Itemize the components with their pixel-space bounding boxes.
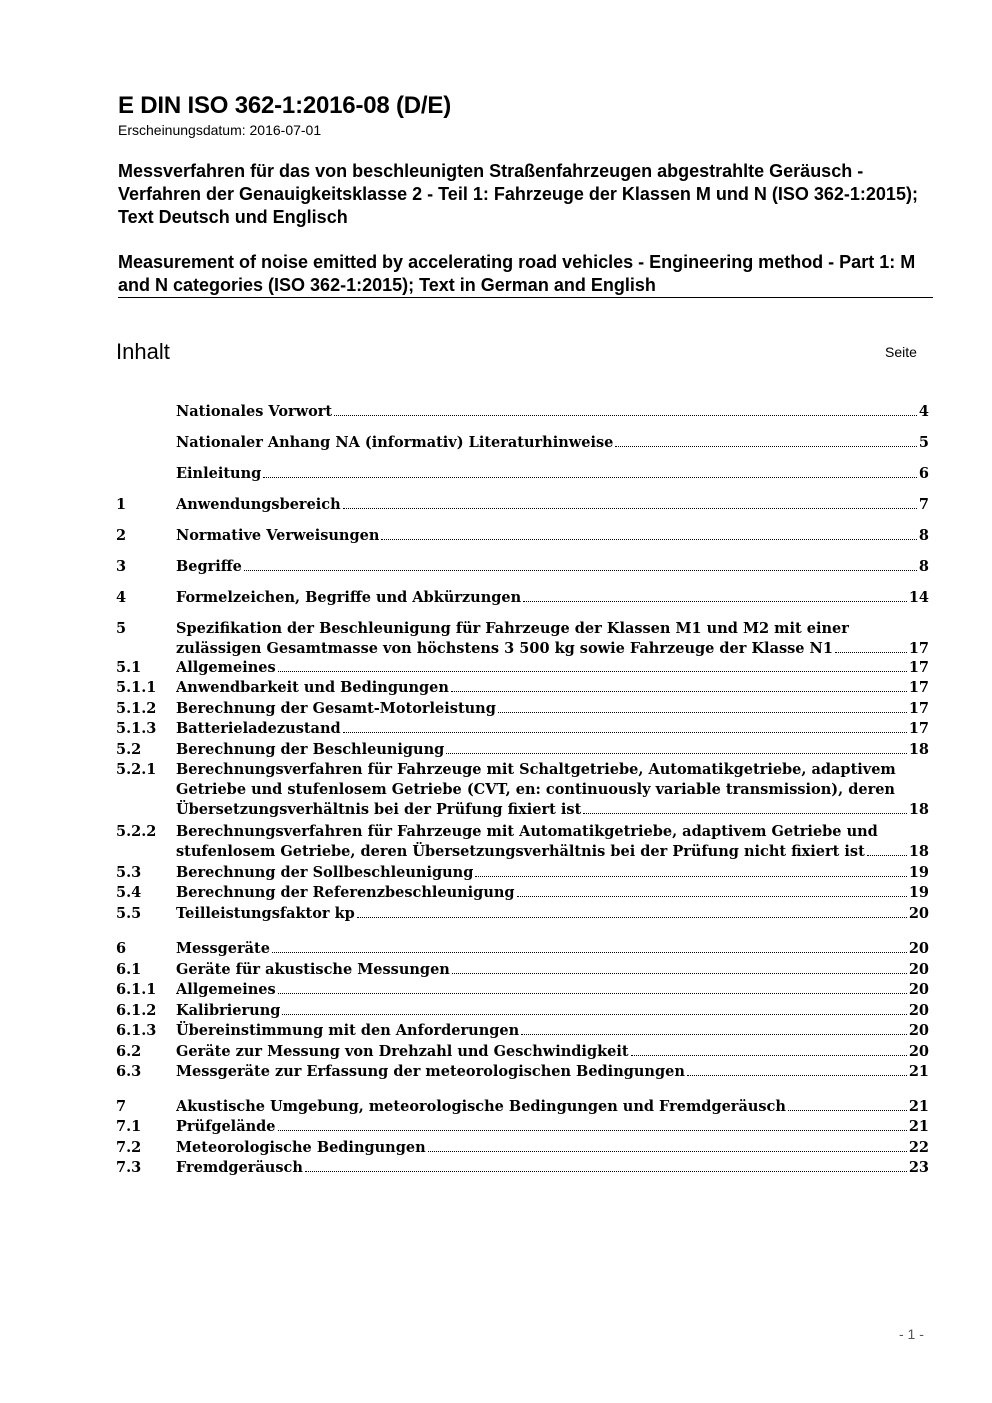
toc-entry-body (176, 1042, 929, 1062)
toc-heading: Inhalt (116, 339, 170, 364)
toc-entry[interactable] (116, 557, 929, 577)
toc-entry-page: 20 (908, 940, 929, 957)
toc-leader-dots (272, 952, 907, 953)
toc-entry[interactable] (116, 863, 929, 883)
toc-entry-page: 20 (908, 1022, 929, 1039)
toc-entry-page: 21 (908, 1098, 929, 1115)
toc-entry-body (176, 863, 929, 883)
toc-leader-dots (498, 712, 907, 713)
toc-entry-number: 6.1 (116, 961, 142, 978)
toc-leader-dots (282, 1014, 906, 1015)
toc-entry-page: 20 (908, 961, 929, 978)
toc-leader-dots (788, 1110, 907, 1111)
toc-entry-number: 3 (116, 558, 127, 575)
toc-entry[interactable] (116, 1062, 929, 1082)
toc-leader-dots (343, 508, 917, 509)
toc-entry[interactable] (116, 526, 929, 546)
toc-entry-body (176, 1021, 929, 1041)
toc-entry-body (176, 1001, 929, 1021)
toc-entry[interactable] (116, 1001, 929, 1021)
toc-entry-body (176, 557, 929, 577)
toc-entry-body (176, 699, 929, 719)
toc-entry-body (176, 822, 929, 862)
toc-entry[interactable] (116, 760, 929, 820)
toc-entry-page: 17 (908, 720, 929, 737)
toc-entry-text: Teilleistungsfaktor kp (176, 905, 355, 922)
toc-entry[interactable] (116, 980, 929, 1000)
toc-entry-page: 8 (918, 527, 929, 544)
toc-entry-text: Berechnung der Beschleunigung (176, 741, 445, 758)
toc-leader-dots (583, 813, 907, 814)
toc-entry-body (176, 1138, 929, 1158)
page-number: - 1 - (899, 1326, 924, 1342)
toc-leader-dots (521, 1034, 907, 1035)
toc-entry-body (176, 658, 929, 678)
toc-entry-text: Prüfgelände (176, 1118, 276, 1135)
toc-entry-body (176, 980, 929, 1000)
toc-leader-dots (687, 1075, 907, 1076)
toc-entry-page: 17 (908, 640, 929, 657)
toc-leader-dots (631, 1055, 907, 1056)
toc-entry-page: 17 (908, 700, 929, 717)
toc-entry-text: Meteorologische Bedingungen (176, 1139, 426, 1156)
toc-entry-body (176, 760, 929, 820)
toc-entry[interactable] (116, 1097, 929, 1117)
toc-entry-number: 5.2 (116, 741, 142, 758)
toc-entry-number: 5.5 (116, 905, 142, 922)
toc-leader-dots (244, 570, 917, 571)
toc-entry-number: 7.1 (116, 1118, 142, 1135)
toc-entry-number: 6.1.1 (116, 981, 157, 998)
toc-entry-text: Geräte für akustische Messungen (176, 961, 450, 978)
toc-entry-number: 2 (116, 527, 127, 544)
toc-leader-dots (475, 876, 906, 877)
toc-entry-page: 21 (908, 1118, 929, 1135)
toc-entry-number: 5.1 (116, 659, 142, 676)
toc-entry-text: Berechnung der Referenzbeschleunigung (176, 884, 515, 901)
toc-entry-body (176, 678, 929, 698)
toc-entry-page: 4 (918, 403, 929, 420)
toc-entry-page: 5 (918, 434, 929, 451)
toc-entry-page: 19 (908, 884, 929, 901)
toc-entry-last-line (176, 842, 929, 862)
toc-entry-number: 6.2 (116, 1043, 142, 1060)
toc-entry-page: 20 (908, 1002, 929, 1019)
toc-leader-dots (446, 753, 907, 754)
toc-entry-text: Übereinstimmung mit den Anforderungen (176, 1022, 520, 1039)
toc-entry[interactable] (116, 433, 929, 453)
toc-entry-body (176, 526, 929, 546)
toc-entry-page: 20 (908, 981, 929, 998)
title-german: Messverfahren für das von beschleunigten Straßenfahrzeugen abgestrahlte Geräusch - Verfahren der Genauigkeitsklasse 2 - Teil 1: Fahrzeuge der Klassen M und N (ISO 362-1:2015); Text Deutsch und Englisch (118, 161, 918, 227)
toc-entry-number: 5.1.1 (116, 679, 157, 696)
toc-entry-text: Allgemeines (176, 659, 276, 676)
toc-entry-body (176, 904, 929, 924)
toc-entry-body (176, 1117, 929, 1137)
toc-entry-text: Geräte zur Messung von Drehzahl und Geschwindigkeit (176, 1043, 629, 1060)
toc-entry-text-line: stufenlosem Getriebe, deren Übersetzungsverhältnis bei der Prüfung nicht fixiert ist (176, 843, 865, 860)
toc-entry-text: Normative Verweisungen (176, 527, 380, 544)
toc-entry[interactable] (116, 822, 929, 862)
title-english: Measurement of noise emitted by accelerating road vehicles - Engineering method - Part 1: M and N categories (ISO 362-1:2015); Text in German and English (118, 252, 916, 295)
toc-entry-number: 5.2.1 (116, 761, 157, 778)
toc-entry-number: 6 (116, 940, 127, 957)
toc-entry-text: Batterieladezustand (176, 720, 341, 737)
toc-leader-dots (867, 855, 907, 856)
toc-entry-body (176, 588, 929, 608)
toc-entry-body (176, 939, 929, 959)
toc-entry-page: 17 (908, 679, 929, 696)
toc-entry[interactable] (116, 402, 929, 422)
toc-entry-page: 21 (908, 1063, 929, 1080)
toc-leader-dots (305, 1171, 907, 1172)
toc-entry-text: Einleitung (176, 465, 262, 482)
toc-entry[interactable] (116, 719, 929, 739)
toc-leader-dots (381, 539, 917, 540)
toc-entry[interactable] (116, 699, 929, 719)
publication-date: Erscheinungsdatum: 2016-07-01 (118, 122, 322, 138)
toc-entry-number: 5.2.2 (116, 823, 157, 840)
toc-entry[interactable] (116, 883, 929, 903)
toc-entry-body (176, 1097, 929, 1117)
toc-entry[interactable] (116, 904, 929, 924)
toc-entry-number: 1 (116, 496, 127, 513)
toc-entry-page: 18 (908, 801, 929, 818)
toc-entry-page: 6 (918, 465, 929, 482)
toc-entry-text: Anwendungsbereich (176, 496, 341, 513)
toc-entry-body (176, 740, 929, 760)
toc-leader-dots (278, 671, 907, 672)
toc-entry-page: 19 (908, 864, 929, 881)
toc-entry-body (176, 495, 929, 515)
toc-entry-last-line (176, 800, 929, 820)
toc-leader-dots (357, 917, 907, 918)
toc-entry-page: 22 (908, 1139, 929, 1156)
toc-entry-page: 14 (908, 589, 929, 606)
toc-entry-number: 6.3 (116, 1063, 142, 1080)
toc-entry[interactable] (116, 658, 929, 678)
toc-entry-body (176, 402, 929, 422)
toc-entry[interactable] (116, 495, 929, 515)
toc-entry-text-line: Spezifikation der Beschleunigung für Fahrzeuge der Klassen M1 und M2 mit einer (176, 620, 849, 637)
toc-entry-text: Anwendbarkeit und Bedingungen (176, 679, 449, 696)
toc-leader-dots (835, 652, 907, 653)
toc-entry[interactable] (116, 1158, 929, 1178)
toc-leader-dots (517, 896, 907, 897)
toc-entry-text: Nationales Vorwort (176, 403, 333, 420)
toc-entry[interactable] (116, 619, 929, 659)
toc-entry-text-line: Übersetzungsverhältnis bei der Prüfung fixiert ist (176, 801, 582, 818)
toc-entry-text-line: Getriebe und stufenlosem Getriebe (CVT, en: continuously variable transmission), deren (176, 781, 895, 798)
toc-entry-body (176, 1158, 929, 1178)
toc-leader-dots (343, 732, 907, 733)
toc-entry-text-line: Berechnungsverfahren für Fahrzeuge mit Automatikgetriebe, adaptivem Getriebe und (176, 823, 878, 840)
toc-entry[interactable] (116, 588, 929, 608)
toc-entry-text: Begriffe (176, 558, 242, 575)
toc-entry[interactable] (116, 939, 929, 959)
toc-entry-body (176, 1062, 929, 1082)
toc-entry-page: 20 (908, 905, 929, 922)
toc-entry-number: 6.1.2 (116, 1002, 157, 1019)
toc-entry-number: 5 (116, 620, 127, 637)
toc-entry-page: 7 (918, 496, 929, 513)
toc-entry-page: 18 (908, 843, 929, 860)
toc-entry-text: Akustische Umgebung, meteorologische Bedingungen und Fremdgeräusch (176, 1098, 786, 1115)
toc-entry[interactable] (116, 1117, 929, 1137)
toc-entry[interactable] (116, 740, 929, 760)
toc-entry-number: 5.4 (116, 884, 142, 901)
toc-entry[interactable] (116, 678, 929, 698)
toc-leader-dots (263, 477, 917, 478)
toc-entry-number: 6.1.3 (116, 1022, 157, 1039)
toc-entry-text: Berechnung der Gesamt-Motorleistung (176, 700, 496, 717)
toc-leader-dots (523, 601, 907, 602)
toc-entry-page: 20 (908, 1043, 929, 1060)
toc-entry-page: 17 (908, 659, 929, 676)
toc-entry-text: Messgeräte zur Erfassung der meteorologischen Bedingungen (176, 1063, 685, 1080)
toc-entry-text-line: Berechnungsverfahren für Fahrzeuge mit Schaltgetriebe, Automatikgetriebe, adaptivem (176, 761, 896, 778)
toc-entry[interactable] (116, 464, 929, 484)
toc-leader-dots (428, 1151, 907, 1152)
toc-leader-dots (278, 993, 907, 994)
toc-entry-body (176, 464, 929, 484)
toc-entry-number: 5.1.2 (116, 700, 157, 717)
toc-entry-text: Berechnung der Sollbeschleunigung (176, 864, 474, 881)
toc-entry-body (176, 719, 929, 739)
toc-entry-text: Messgeräte (176, 940, 270, 957)
toc-entry-body (176, 433, 929, 453)
toc-entry-number: 7 (116, 1098, 127, 1115)
toc-entry-number: 5.3 (116, 864, 142, 881)
toc-entry[interactable] (116, 1138, 929, 1158)
toc-entry-page: 23 (908, 1159, 929, 1176)
toc-entry-text: Kalibrierung (176, 1002, 281, 1019)
toc-entry-page: 8 (918, 558, 929, 575)
toc-entry[interactable] (116, 1021, 929, 1041)
toc-leader-dots (452, 973, 907, 974)
toc-entry-number: 5.1.3 (116, 720, 157, 737)
toc-entry-text-line: zulässigen Gesamtmasse von höchstens 3 500 kg sowie Fahrzeuge der Klasse N1 (176, 640, 833, 657)
toc-entry-body (176, 960, 929, 980)
toc-leader-dots (615, 446, 917, 447)
toc-entry[interactable] (116, 1042, 929, 1062)
toc-entry-text: Formelzeichen, Begriffe und Abkürzungen (176, 589, 522, 606)
toc-entry-number: 4 (116, 589, 127, 606)
toc-entry-body (176, 883, 929, 903)
toc-entry-number: 7.2 (116, 1139, 142, 1156)
toc-entry-last-line (176, 639, 929, 659)
document-id: E DIN ISO 362-1:2016-08 (D/E) (118, 92, 452, 119)
toc-entry-text: Nationaler Anhang NA (informativ) Literaturhinweise (176, 434, 614, 451)
toc-entry-body (176, 619, 929, 659)
toc-entry-number: 7.3 (116, 1159, 142, 1176)
toc-entry-page: 18 (908, 741, 929, 758)
toc-entry-text: Fremdgeräusch (176, 1159, 303, 1176)
toc-leader-dots (278, 1130, 907, 1131)
toc-page-label: Seite (885, 344, 917, 360)
title-divider (118, 297, 933, 298)
toc-entry-text: Allgemeines (176, 981, 276, 998)
toc-leader-dots (334, 415, 917, 416)
toc-entry[interactable] (116, 960, 929, 980)
toc-leader-dots (451, 691, 907, 692)
